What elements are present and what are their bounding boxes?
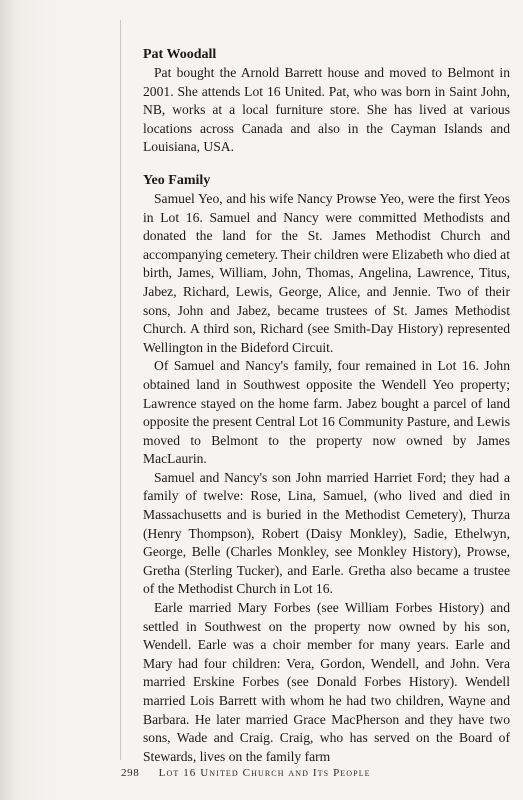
paragraph: Samuel and Nancy's son John married Harriet Ford; they had a family of twelve: Rose, Lina, Samuel, (who lived and died in Massachusetts and is buried in the Methodist Cemetery), Thurza (Henry Thompson), Robert (Daisy Monkley), Sadie, Ethelwyn, George, Belle (Charles Monkley, see Monkley History), Prowse, Gretha (Sterling Tucker), and Earle. Gretha also became a trustee of the Methodist Church in Lot 16. <box>143 469 510 597</box>
page-number: 298 <box>121 767 140 779</box>
paragraph: Samuel Yeo, and his wife Nancy Prowse Yeo, were the first Yeos in Lot 16. Samuel and Nancy were committed Methodists and donated the land for the St. James Methodist Church and accompanying cemetery. Their children were Elizabeth who died at birth, James, William, John, Thomas, Angelina, Lawrence, Titus, Jabez, Richard, Lewis, George, Alice, and Jennie. Two of their sons, John and Jabez, became trustees of St. James Methodist Church. A third son, Richard (see Smith-Day History) represented Wellington in the Bideford Circuit. <box>143 190 510 355</box>
paragraph: Pat bought the Arnold Barrett house and moved to Belmont in 2001. She attends Lot 16 United. Pat, who was born in Saint John, NB, works at a local furniture store. She has lived at various locations across Canada and also in the Cayman Islands and Louisiana, USA. <box>143 65 510 155</box>
section-heading-yeo-family: Yeo Family <box>143 172 211 188</box>
gutter-line <box>120 20 121 760</box>
section-heading-pat-woodall: Pat Woodall <box>143 47 217 62</box>
section-gap <box>143 157 510 172</box>
paragraph: Of Samuel and Nancy's family, four remained in Lot 16. John obtained land in Southwest opposite the Wendell Yeo property; Lawrence stayed on the home farm. Jabez bought a parcel of land opposite the present Central Lot 16 Community Pasture, and Lewis moved to Belmont to the property now owned by James MacLaurin. <box>143 358 510 467</box>
page-footer <box>121 767 501 779</box>
paragraph: Earle married Mary Forbes (see William Forbes History) and settled in Southwest on the property now owned by his son, Wendell. Earle was a choir member for many years. Earle and Mary had four children: Vera, Gordon, Wendell, and John. Vera married Erskine Forbes (see Donald Forbes History). Wendell married Lois Barrett with whom he had two children, Wayne and Barbara. He later married Grace MacPherson and they have two sons, Wade and Craig. Craig, who has served on the Board of Stewards, lives on the family farm <box>143 600 510 764</box>
page-content <box>143 46 510 766</box>
running-title: Lot 16 United Church and Its People <box>158 767 371 779</box>
